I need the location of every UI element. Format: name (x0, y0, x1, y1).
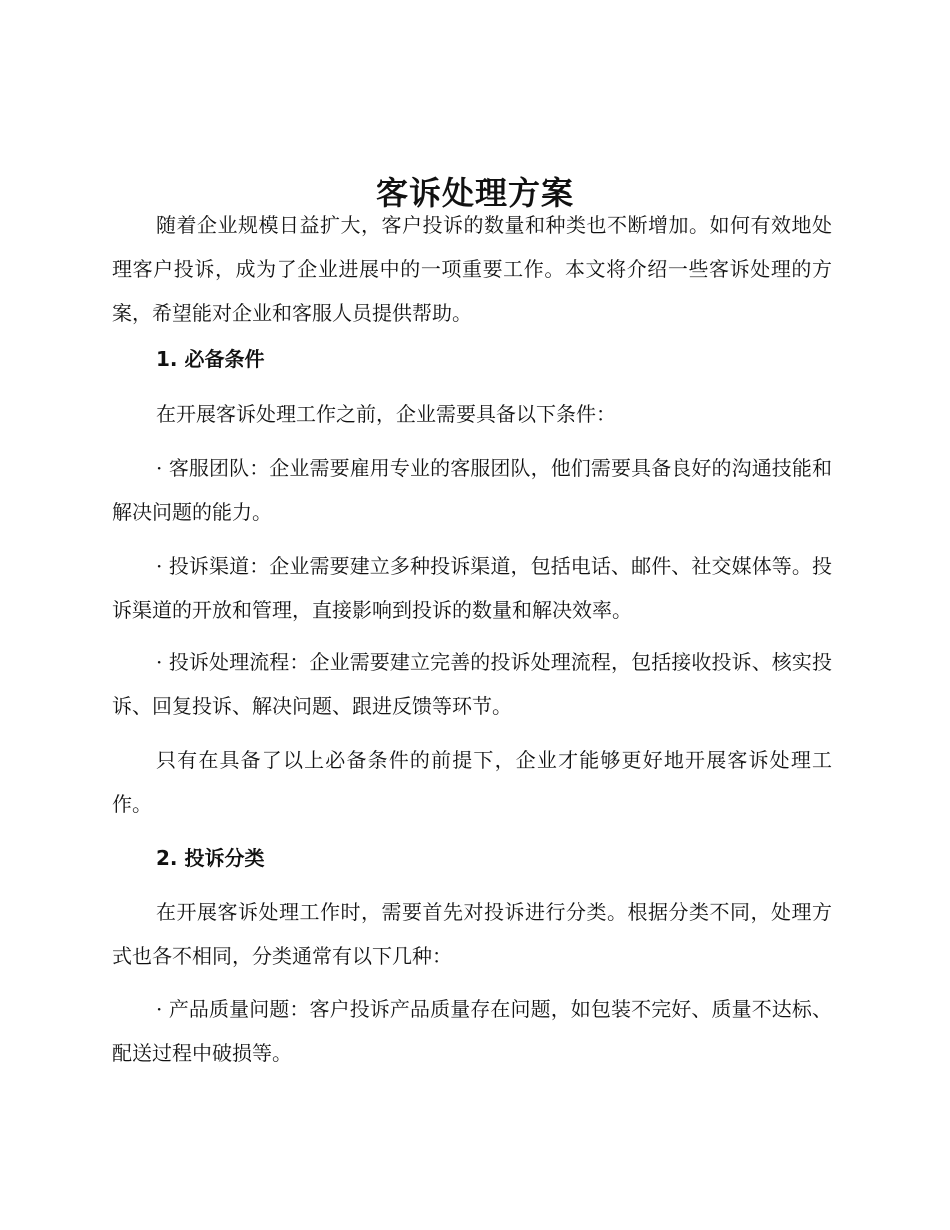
bullet-product-quality: · 产品质量问题：客户投诉产品质量存在问题，如包装不完好、质量不达标、配送过程中破损等。 (112, 997, 832, 1065)
classification-lead-paragraph: 在开展客诉处理工作时，需要首先对投诉进行分类。根据分类不同，处理方式也各不相同，分类通常有以下几种： (112, 900, 832, 968)
bullet-complaint-channels: · 投诉渠道：企业需要建立多种投诉渠道，包括电话、邮件、社交媒体等。投诉渠道的开放和管理，直接影响到投诉的数量和解决效率。 (112, 554, 832, 622)
bullet-customer-service-team: · 客服团队：企业需要雇用专业的客服团队，他们需要具备良好的沟通技能和解决问题的能力。 (112, 456, 832, 524)
requirements-lead-paragraph: 在开展客诉处理工作之前，企业需要具备以下条件： (156, 402, 616, 426)
intro-paragraph: 随着企业规模日益扩大，客户投诉的数量和种类也不断增加。如何有效地处理客户投诉，成为了企业进展中的一项重要工作。本文将介绍一些客诉处理的方案，希望能对企业和客服人员提供帮助。 (112, 213, 832, 325)
bullet-complaint-process: · 投诉处理流程：企业需要建立完善的投诉处理流程，包括接收投诉、核实投诉、回复投诉、解决问题、跟进反馈等环节。 (112, 650, 832, 718)
document-title: 客诉处理方案 (375, 174, 574, 213)
requirements-closing-paragraph: 只有在具备了以上必备条件的前提下，企业才能够更好地开展客诉处理工作。 (112, 748, 832, 816)
section-heading-classification: 2. 投诉分类 (156, 846, 265, 870)
section-heading-requirements: 1. 必备条件 (156, 347, 265, 371)
